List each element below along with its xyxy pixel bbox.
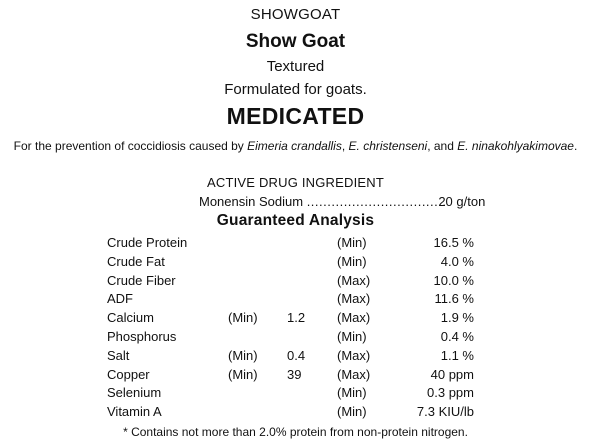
guaranteed-value: 4.0 % bbox=[440, 253, 474, 269]
limit-kind: (Max) bbox=[337, 310, 371, 326]
product-name: Show Goat bbox=[245, 31, 346, 52]
nutrient-name: ADF bbox=[107, 291, 133, 307]
limit-kind: (Min) bbox=[337, 404, 367, 420]
nutrient-name: Selenium bbox=[107, 385, 162, 401]
nutrient-name: Phosphorus bbox=[107, 329, 177, 344]
guaranteed-value: 7.3 KIU/lb bbox=[416, 404, 474, 420]
limit-kind: (Max) bbox=[337, 347, 371, 363]
guaranteed-value: 40 ppm bbox=[430, 366, 474, 382]
analysis-row bbox=[0, 273, 591, 291]
analysis-row bbox=[0, 367, 591, 385]
analysis-row bbox=[0, 404, 591, 422]
purpose-separator: , and bbox=[427, 139, 458, 153]
limit-kind: (Min) bbox=[337, 385, 367, 401]
purpose-suffix: . bbox=[573, 139, 578, 153]
limit-kind: (Min) bbox=[337, 329, 367, 344]
analysis-row bbox=[0, 235, 591, 253]
limit-kind: (Min) bbox=[337, 253, 367, 269]
nutrient-name: Crude Protein bbox=[107, 235, 188, 250]
limit-kind: (Max) bbox=[337, 366, 371, 382]
guaranteed-value: 10.0 % bbox=[433, 272, 474, 288]
analysis-row bbox=[0, 310, 591, 328]
guaranteed-value: 1.1 % bbox=[440, 347, 474, 363]
limit-kind: (Max) bbox=[337, 272, 371, 288]
nutrient-name: Salt bbox=[107, 347, 130, 363]
nutrient-name: Crude Fiber bbox=[107, 272, 176, 288]
min-label: (Min) bbox=[228, 347, 258, 363]
species-e-christenseni: E. christenseni bbox=[348, 139, 428, 153]
species-eimeria-crandallis: Eimeria crandallis bbox=[247, 139, 342, 153]
analysis-row bbox=[0, 385, 591, 403]
guaranteed-value: 16.5 % bbox=[433, 235, 474, 250]
guaranteed-value: 1.9 % bbox=[440, 310, 474, 326]
leader-dots: .................................. bbox=[306, 194, 447, 209]
drug-amount: 20 g/ton bbox=[438, 194, 486, 209]
min-value: 39 bbox=[287, 366, 302, 382]
purpose-prefix: For the prevention of coccidiosis caused by bbox=[13, 139, 248, 153]
min-label: (Min) bbox=[228, 366, 258, 382]
guaranteed-value: 11.6 % bbox=[434, 291, 474, 307]
nutrient-name: Crude Fat bbox=[107, 253, 165, 269]
medicated-heading: MEDICATED bbox=[226, 103, 365, 129]
brand-name: SHOWGOAT bbox=[250, 6, 341, 23]
drug-name: Monensin Sodium bbox=[199, 194, 304, 209]
nutrient-name: Calcium bbox=[107, 310, 154, 326]
analysis-row bbox=[0, 291, 591, 309]
analysis-row bbox=[0, 254, 591, 272]
limit-kind: (Max) bbox=[337, 291, 371, 307]
analysis-row bbox=[0, 348, 591, 366]
min-value: 1.2 bbox=[287, 310, 306, 326]
nutrient-name: Vitamin A bbox=[107, 404, 162, 420]
min-value: 0.4 bbox=[287, 347, 306, 363]
guaranteed-value: 0.3 ppm bbox=[427, 385, 474, 401]
active-drug-heading: ACTIVE DRUG INGREDIENT bbox=[206, 175, 385, 190]
footnote: * Contains not more than 2.0% protein from non-protein nitrogen. bbox=[123, 425, 468, 439]
nutrient-name: Copper bbox=[107, 366, 150, 382]
guaranteed-value: 0.4 % bbox=[440, 329, 474, 344]
min-label: (Min) bbox=[228, 310, 258, 326]
analysis-row bbox=[0, 329, 591, 347]
product-form: Textured bbox=[266, 58, 325, 75]
species-e-ninakohlyakimovae: E. ninakohlyakimovae bbox=[457, 139, 574, 153]
guaranteed-analysis-title: Guaranteed Analysis bbox=[216, 212, 375, 229]
limit-kind: (Min) bbox=[337, 235, 367, 250]
purpose-statement bbox=[10, 138, 581, 155]
active-drug-line bbox=[199, 194, 485, 209]
purpose-separator: , bbox=[341, 139, 349, 153]
formulated-for: Formulated for goats. bbox=[224, 81, 367, 98]
